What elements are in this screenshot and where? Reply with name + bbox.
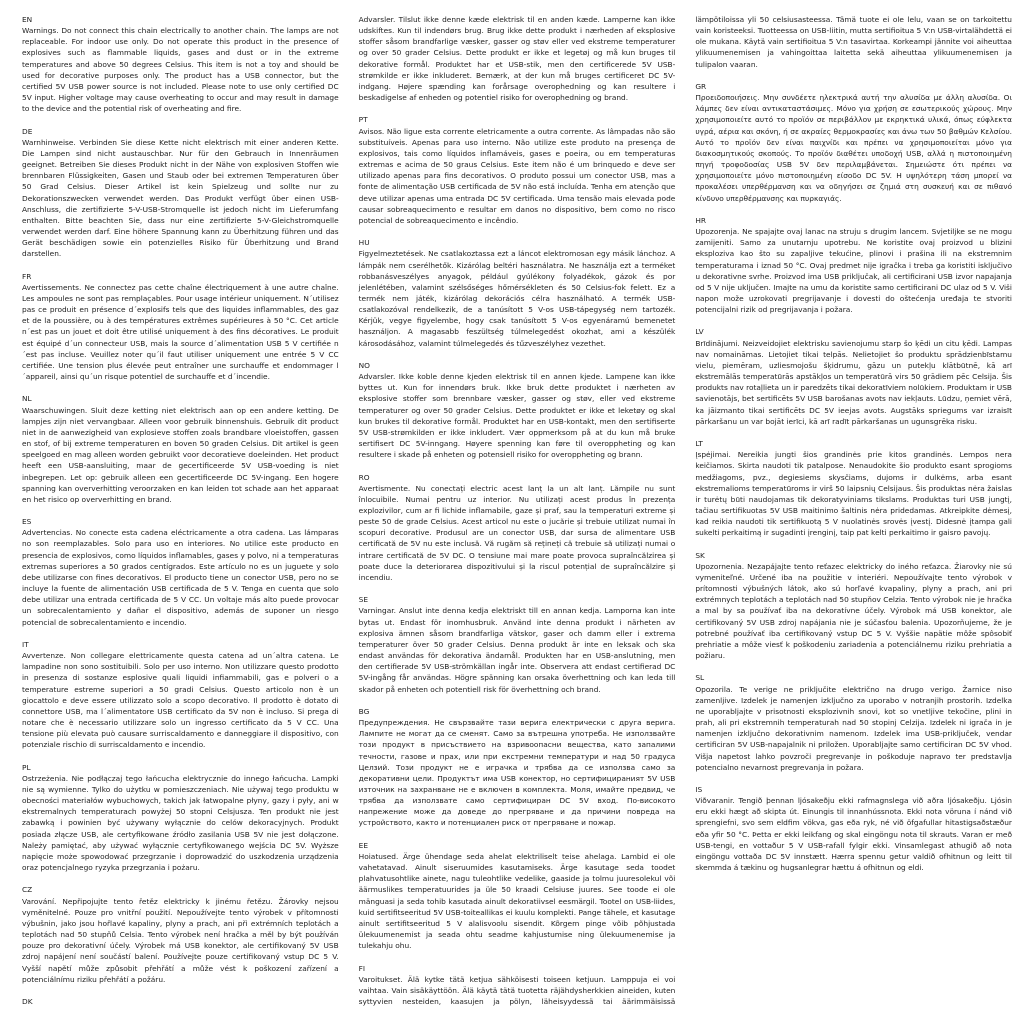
warning-text: Varování. Nepřipojujte tento řetěz elektricky k jinému řetězu. Žárovky nejsou vyměnitelné. Pouze pro vnitřní použití. Nepoužívejte tento výrobek v přítomnosti výbušnin, jako jsou hořlavé kapaliny, plyny a prach, ani při extrémních teplotách a teplotách nad 50 stupňů Celsia. Tento výrobek není hračka a měl by být používán pouze pro dekorativní účely. Výrobek má USB konektor, ale certifikovaný 5V USB zdroj napájení není součástí balení. Používejte pouze certifikovaný vstup DC 5 V. Vyšší napětí může způsobit přehřátí a může vést k poškození zařízení a potenciálnímu riziku přehřátí a požáru. xyxy=(22,896,339,984)
language-code: CZ xyxy=(22,885,33,895)
language-code: SL xyxy=(695,673,705,683)
section-ee xyxy=(359,840,676,952)
section-pt xyxy=(359,114,676,226)
warning-text: Upozornenia. Nezapájajte tento reťazec elektricky do iného reťazca. Žiarovky nie sú vymeniteľné. Určené iba na použitie v interiéri. Nepoužívajte tento výrobok v prítomnosti výbušných látok, ako sú horľavé kvapaliny, plyny a prach, ani pri extrémnych teplotách a teplotách nad 50 stupňov Celzia. Tento výrobok nie je hračka a mal by sa používať iba na dekoratívne účely. Výrobok má USB konektor, ale certifikovaný 5V USB zdroj napájania nie je súčasťou balenia. Upozorňujeme, že je potrebné používať iba certifikovaný vstup DC 5 V. Vyššie napätie môže spôsobiť prehriatie a môže viesť k poškodeniu zariadenia a potenciálnemu riziku prehriatia a požiaru. xyxy=(695,561,1012,661)
section-lv xyxy=(695,326,1012,426)
language-code: NL xyxy=(22,394,32,404)
language-code: PT xyxy=(358,115,368,125)
section-es xyxy=(22,516,339,628)
warning-text: Advarsler. Tilslut ikke denne kæde elektrisk til en anden kæde. Lamperne kan ikke udskiftes. Kun til indendørs brug. Brug ikke dette produkt i nærheden af eksplosive stoffer såsom brandfarlige væsker, gasser og støv eller ved ekstreme temperaturer og over 50 grader Celsius. Dette produkt er ikke et legetøj og må kun bruges til dekorative formål. Produktet har et USB-stik, men den certificerede 5V USB-strømkilde er ikke inkluderet. Bemærk, at der kun må bruges certificeret DC 5V-indgang. Højere spænding kan forårsage overophedning og kan resultere i beskadigelse af enheden og potentiel risiko for overophedning og brand. xyxy=(358,15,676,103)
section-no xyxy=(359,360,676,460)
language-code: SK xyxy=(695,550,705,560)
warning-text: Brīdinājumi. Neizveidojiet elektrisku savienojumu starp šo ķēdi un citu ķēdi. Lampas nav nomaināmas. Lietojiet tikai telpās. Nelietojiet šo produktu sprādzienbīstamu vielu, piemēram, uzliesmojošu šķidrumu, gāzu un putekļu klātbūtnē, kā arī ekstremālās temperatūrās apstākļos un temperatūrā virs 50 grādiem pēc Celsija. Šis produkts nav rotaļlieta un ir paredzēts tikai dekoratīviem nolūkiem. Produktam ir USB savienotājs, bet sertificēts 5V USB barošanas avots nav iekļauts. Lūdzu, ņemiet vērā, ka jāizmanto tikai sertificēts DC 5V ieejas avots. Augstāks spriegums var izraisīt pārkaršanu un var bojāt ierīci, kā arī radīt pārkaršanas un ugunsgrēka risku. xyxy=(695,338,1012,426)
language-code: ES xyxy=(22,517,32,527)
language-code: EN xyxy=(22,15,33,24)
language-code: DE xyxy=(22,126,33,136)
language-code: PL xyxy=(22,762,31,772)
warning-text: Avvertenze. Non collegare elettricamente questa catena ad un´altra catena. Le lampadine non sono sostituibili. Solo per uso interno. Non utilizzare questo prodotto in presenza di sostanze esplosive quali liquidi infiammabili, gas e polveri o a temperature estreme superiori a 50 gradi Celsius. Questo articolo non è un giocattolo e deve essere utilizzato solo a scopo decorativo. Il prodotto è dotato di connettore USB, ma l´alimentatore USB certificato da 5V non è incluso. Si prega di notare che è necessario utilizzare solo un ingresso certificato da 5 V CC. Una tensione più elevata può causare surriscaldamento e danneggiare il dispositivo, con potenziale rischio di surriscaldamento e incendio. xyxy=(22,651,339,750)
warning-text: Waarschuwingen. Sluit deze ketting niet elektrisch aan op een andere ketting. De lampjes zijn niet vervangbaar. Alleen voor gebruik binnenshuis. Gebruik dit product niet in de aanwezigheid van explosieve stoffen zoals brandbare vloeistoffen, gassen en stof, of bij extreme temperaturen en boven 50 graden Celsius. Dit artikel is geen speelgoed en mag alleen worden gebruikt voor decoratieve doeleinden. Het product heeft een USB-aansluiting, maar de gecertificeerde 5V USB-voeding is niet inbegrepen. Let op: gebruik alleen een gecertificeerde DC 5V-ingang. Een hogere spanning kan oververhitting veroorzaken en kan leiden tot schade aan het apparaat en het risico op oververhitting en brand. xyxy=(22,405,339,504)
warning-text-columns xyxy=(22,14,1012,1018)
language-code: FI xyxy=(358,963,366,973)
warning-text: Advertencias. No conecte esta cadena eléctricamente a otra cadena. Las lámparas no son reemplazables. Solo para uso en interiores. No utilice este producto en presencia de explosivos, como líquidos inflamables, gases y polvo, ni a temperaturas extremas superiores a 50 grados centígrados. Este artículo no es un juguete y solo debe utilizarse con fines decorativos. El producto tiene un conector USB, pero no se incluye la fuente de alimentación USB certificada de 5 V. Tenga en cuenta que solo debe utilizar una entrada certificada de 5 V CC. Un voltaje más alto puede provocar un sobrecalentamiento y dañar el dispositivo, además de suponer un riesgo potencial de sobrecalentamiento e incendio. xyxy=(22,528,339,627)
section-sk xyxy=(695,550,1012,662)
language-code: RO xyxy=(358,472,370,482)
language-code: GR xyxy=(695,81,707,91)
warning-text: Avertismente. Nu conectați electric acest lanț la un alt lanț. Lămpile nu sunt înlocuibile. Numai pentru uz interior. Nu utilizați acest produs în prezența explozivilor, cum ar fi lichide inflamabile, gaze și praf, sau la temperaturi extreme și peste 50 de grade Celsius. Acest articol nu este o jucărie și trebuie utilizat numai în scopuri decorative. Produsul are un conector USB, dar sursa de alimentare USB certificată de 5V nu este inclusă. Vă rugăm să rețineți că trebuie să utilizați numai o intrare certificată de 5V DC. O tensiune mai mare poate provoca supraîncălzirea și poate duce la deteriorarea dispozitivului și la riscul potențial de supraîncălzire și incendiu. xyxy=(358,483,676,582)
warning-text: Avisos. Não ligue esta corrente eletricamente a outra corrente. As lâmpadas não são substituíveis. Apenas para uso interno. Não utilize este produto na presença de explosivos, tais como líquidos inflamáveis, gases e poeira, ou em temperaturas extremas e acima de 50 graus Celsius. Este item não é um brinquedo e deve ser utilizado apenas para fins decorativos. O produto possui um conector USB, mas a fonte de alimentação USB certificada de 5V não está incluída. Tenha em atenção que deve utilizar apenas uma entrada DC 5V certificada. Uma tensão mais elevada pode causar sobreaquecimento e resultar em danos no dispositivo, bem como no risco potencial de sobreaquecimento e incêndio. xyxy=(358,126,676,225)
language-code: BG xyxy=(358,706,370,716)
warning-text: Ostrzeżenia. Nie podłączaj tego łańcucha elektrycznie do innego łańcucha. Lampki nie są wymienne. Tylko do użytku w pomieszczeniach. Nie używaj tego produktu w obecności materiałów wybuchowych, takich jak łatwopalne płyny, gazy i pyły, ani w ekstremalnych temperaturach powyżej 50 stopni Celsjusza. Ten produkt nie jest zabawką i powinien być używany wyłącznie do celów dekoracyjnych. Produkt posiada złącze USB, ale certyfikowane źródło zasilania USB 5V nie jest dołączone. Należy pamiętać, aby używać wyłącznie certyfikowanego wejścia DC 5V. Wyższe napięcie może spowodować przegrzanie i doprowadzić do uszkodzenia urządzenia oraz potencjalnego ryzyka przegrzania i pożaru. xyxy=(22,773,339,873)
language-code: IS xyxy=(695,785,703,794)
warning-text: Προειδοποιήσεις. Μην συνδέετε ηλεκτρικά αυτή την αλυσίδα με άλλη αλυσίδα. Οι λάμπες δεν είναι αντικαταστάσιμες. Μόνο για χρήση σε εσωτερικούς χώρους. Μην χρησιμοποιείτε αυτό το προϊόν σε περιβάλλον με εκρηκτικά υλικά, όπως εύφλεκτα υγρά, αέρια και σκόνη, ή σε ακραίες θερμοκρασίες και άνω των 50 βαθμών Κελσίου. Αυτό το προϊόν δεν είναι παιχνίδι και πρέπει να χρησιμοποιείται μόνο για διακοσμητικούς σκοπούς. Το προϊόν διαθέτει υποδοχή USB, αλλά η πιστοποιημένη πηγή τροφοδοσίας USB 5V δεν περιλαμβάνεται. Σημειώστε ότι πρέπει να χρησιμοποιείτε μόνο πιστοποιημένη είσοδο DC 5V. Η υψηλότερη τάση μπορεί να προκαλέσει υπερθέρμανση και να οδηγήσει σε ζημιά στη συσκευή και σε πιθανό κίνδυνο υπερθέρμανσης και πυρκαγιάς. xyxy=(695,93,1012,203)
section-sl xyxy=(695,672,1012,772)
language-code: IT xyxy=(22,639,29,649)
section-ro xyxy=(359,472,676,584)
language-code: DK xyxy=(22,997,33,1006)
section-gr xyxy=(695,81,1012,204)
section-hr xyxy=(695,215,1012,315)
warning-text: Avertissements. Ne connectez pas cette chaîne électriquement à une autre chaîne. Les ampoules ne sont pas remplaçables. Pour usage intérieur uniquement. N´utilisez pas ce produit en présence d´explosifs tels que des liquides inflammables, des gaz et de la poussière, ou à des températures extrêmes supérieures à 50 °C. Cet article n´est pas un jouet et doit être utilisé uniquement à des fins décoratives. Le produit est équipé d´un connecteur USB, mais la source d´alimentation USB 5 V certifiée n´est pas incluse. Veuillez noter qu´il faut utiliser uniquement une entrée 5 V CC certifiée. Une tension plus élevée peut entraîner une surchauffe et endommager l´appareil, ainsi qu´un risque potentiel de surchauffe et d´incendie. xyxy=(22,282,339,382)
section-se xyxy=(359,594,676,694)
language-code: SE xyxy=(358,595,369,605)
language-code: LT xyxy=(695,439,703,449)
warning-text: Varoitukset. Älä kytke tätä ketjua sähköisesti toiseen ketjuun. Lamppuja ei voi vaihtaa. Vain sisäkäyttöön. Älä käytä tätä tuotetta räjähdysherkkien aineiden, kuten syttyvien nesteiden, kaasujen ja pölyn, läheisyydessä tai äärimmäisissä lämpötiloissa yli 50 celsiusasteessa. Tämä tuote ei ole lelu, vaan se on tarkoitettu vain koristeeksi. Tuotteessa on USB-liitin, mutta sertifioitua 5 V:n USB-virtalähdettä ei ole mukana. Käytä vain sertifioitua 5 V:n tasavirtaa. Korkeampi jännite voi aiheuttaa ylikuumenemisen ja vahingoittaa laitetta sekä aiheuttaa ylikuumenemisen ja tulipalon vaaran. xyxy=(358,15,1012,1006)
language-code: LV xyxy=(695,327,704,337)
section-it xyxy=(22,639,339,751)
section-nl xyxy=(22,393,339,505)
section-en xyxy=(22,14,339,114)
section-cz xyxy=(22,884,339,984)
language-code: HR xyxy=(695,215,707,225)
warning-text: Varningar. Anslut inte denna kedja elektriskt till en annan kedja. Lamporna kan inte bytas ut. Endast för inomhusbruk. Använd inte denna produkt i närheten av explosiva ämnen såsom brandfarliga vätskor, gaser och damm eller i extrema temperaturer över 50 grader Celsius. Denna produkt är inte en leksak och ska endast användas för dekorativa ändamål. Produkten har en USB-anslutning, men den certifierade 5V USB-strömkällan ingår inte. Observera att endast certifierad DC 5V-ingång får användas. Högre spänning kan orsaka överhettning och kan leda till skador på enheten och potentiell risk för överhettning och brand. xyxy=(358,606,676,694)
warning-text: Warnings. Do not connect this chain electrically to another chain. The lamps are not replaceable. For indoor use only. Do not operate this product in the presence of explosives such as flammable liquids, gases and dust or in the extreme temperatures and above 50 degrees Celsius. This item is not a toy and should be used for decorative purposes only. The product has a USB connector, but the certified 5V USB power source is not included. Please note to use only certified DC 5V input. Higher voltage may cause overheating to occur and may result in damage to the device and the potential risk of overheating and fire. xyxy=(22,26,339,114)
warning-text: Figyelmeztetések. Ne csatlakoztassa ezt a láncot elektromosan egy másik lánchoz. A lámpák nem cserélhetők. Kizárólag beltéri használatra. Ne használja ezt a terméket robbanásveszélyes anyagok, például gyúlékony folyadékok, gázok és por jelenlétében, valamint szélsőséges hőmérsékleten és 50 Celsius-fok felett. Ez a termék nem játék, kizárólag dekorációs célra használható. A termék USB-csatlakozóval rendelkezik, de a tanúsított 5 V-os USB-tápegység nem tartozék. Kérjük, vegye figyelembe, hogy csak tanúsított 5 V-os egyenáramú bemenetet használjon. A magasabb feszültség túlmelegedést okozhat, ami a készülék károsodásához, valamint túlmelegedés és tűzveszélyhez vezethet. xyxy=(358,249,676,348)
warning-text: Предупреждения. Не свързвайте тази верига електрически с друга верига. Лампите не могат да се сменят. Само за вътрешна употреба. Не използвайте този продукт в присъствието на взривоопасни вещества, като запалими течности, газове и прах, или при екстремни температури и над 50 градуса Целзий. Този продукт не е играчка и трябва да се използва само за декоративни цели. Продуктът има USB конектор, но сертифицираният 5V USB източник на захранване не е включен в комплекта. Моля, имайте предвид, че трябва да използвате само сертифициран DC 5V вход. По-високото напрежение може да доведе до прегряване и да причини повреда на устройството, както и потенциален риск от прегряване и пожар. xyxy=(358,718,676,828)
section-lt xyxy=(695,438,1012,538)
language-code: EE xyxy=(358,840,368,850)
language-code: FR xyxy=(22,271,32,281)
warning-text: Viðvaranir. Tengið þennan ljósakeðju ekki rafmagnslega við aðra ljósakeðju. Ljósin eru ekki hægt að skipta út. Einungis til innanhússnota. Ekki nota vöruna í nánd við sprengiefni, svo sem eldfim vökva, gas eða ryk, né við öfgafullar hitastigsaðstæður eða yfir 50 °C. Þetta er ekki leikfang og skal eingöngu nota til skrauts. Varan er með USB-tengi, en vottaður 5 V USB-rafall fylgir ekki. Vinsamlegast athugið að nota eingöngu vottaða DC 5V innstætt. Hærra spennu getur valdið ofhitnun og leitt til skemmda á tækinu og hugsanlegrar hættu á ofhitnun og eldi. xyxy=(695,796,1012,873)
section-pl xyxy=(22,762,339,874)
section-hu xyxy=(359,237,676,349)
section-fr xyxy=(22,271,339,383)
warning-text: Opozorila. Te verige ne priključite električno na drugo verigo. Žarnice niso zamenljive. Izdelek je namenjen izključno za uporabo v notranjih prostorih. Izdelka ne uporabljajte v prisotnosti eksplozivnih snovi, kot so vnetljive tekočine, plini in prah, ali pri ekstremnih temperaturah nad 50 stopinj Celzija. Izdelek ni igrača in je namenjen izključno dekorativnim namenom. Izdelek ima USB-priključek, vendar certificiran 5V USB-napajalnik ni priložen. Uporabljajte samo certificiran DC 5V vhod. Višja napetost lahko povzroči pregrevanje in poškoduje napravo ter predstavlja potencialno nevarnost pregrevanja in požara. xyxy=(695,684,1012,772)
warning-text: Upozorenja. Ne spajajte ovaj lanac na struju s drugim lancem. Svjetiljke se ne mogu zamijeniti. Samo za unutarnju upotrebu. Ne koristite ovaj proizvod u blizini eksploziva kao što su zapaljive tekućine, plinovi i prašina ili na ekstremnim temperaturama i iznad 50 °C. Ovaj predmet nije igračka i treba ga koristiti isključivo u dekorativne svrhe. Proizvod ima USB priključak, ali certificirani USB izvor napajanja od 5 V nije uključen. Imajte na umu da koristite samo certificirani DC ulaz od 5 V. Viši napon može uzrokovati pregrijavanje i dovesti do oštećenja uređaja te stvoriti potencijalni rizik od pregrijavanja i požara. xyxy=(695,227,1012,315)
section-bg xyxy=(359,706,676,829)
warning-text: Warnhinweise. Verbinden Sie diese Kette nicht elektrisch mit einer anderen Kette. Die Lampen sind nicht austauschbar. Nur für den Gebrauch in Innenräumen geeignet. Betreiben Sie dieses Produkt nicht in der Nähe von explosiven Stoffen wie brennbaren Flüssigkeiten, Gasen und Staub oder bei extremen Temperaturen über 50 Grad Celsius. Dieser Artikel ist kein Spielzeug und sollte nur zu Dekorationszwecken verwendet werden. Das Produkt verfügt über einen USB-Anschluss, die zertifizierte 5-V-USB-Stromquelle ist jedoch nicht im Lieferumfang enthalten. Bitte beachten Sie, dass nur eine zertifizierte 5-V-Gleichstromquelle verwendet werden darf. Eine höhere Spannung kann zu Überhitzung führen und das Gerät beschädigen sowie ein potenzielles Risiko für Überhitzung und Brand darstellen. xyxy=(22,137,339,259)
section-de xyxy=(22,126,339,260)
warning-text: Advarsler. Ikke koble denne kjeden elektrisk til en annen kjede. Lampene kan ikke byttes ut. Kun for innendørs bruk. Ikke bruk dette produktet i nærheten av eksplosive stoffer som brennbare væsker, gasser og støv, eller ved ekstreme temperaturer og over 50 grader Celsius. Dette produktet er ikke et leketøy og skal kun brukes til dekorative formål. Produktet har en USB-kontakt, men den sertifiserte 5V USB-strømkilden er ikke inkludert. Vær oppmerksom på at du kun må bruke sertifisert DC 5V-inngang. Høyere spenning kan føre til overoppheting og kan resultere i skade på enheten og potensiell risiko for overoppheting og brann. xyxy=(358,372,676,460)
language-code: NO xyxy=(358,360,371,370)
warning-text: Hoiatused. Ärge ühendage seda ahelat elektriliselt teise ahelaga. Lambid ei ole vahetatavad. Ainult siseruumides kasutamiseks. Ärge kasutage seda toodet plahvatusohtlike ainete, nagu tuleohtlike vedelike, gaaside ja tolmu juuresolekul või äärmuslikes temperatuurides ja üle 50 kraadi Celsiuse juures. See toode ei ole mänguasi ja seda tohib kasutada ainult dekoratiivsel eesmärgil. Tootel on USB-liides, kuid sertifitseeritud 5V USB-toiteallikas ei kuulu komplekti. Pange tähele, et kasutage ainult sertifitseeritud 5 V alalisvoolu sisendit. Kõrgem pinge võib põhjustada ülekuumenemist ja seada ohtu seadme kahjustumise ning ülekuumenemise ja tulekahju ohu. xyxy=(358,851,676,951)
language-code: HU xyxy=(358,238,370,248)
section-is xyxy=(695,784,1012,873)
warning-text: Įspėjimai. Nereikia jungti šios grandinės prie kitos grandinės. Lempos nera keičiamos. Skirta naudoti tik patalpose. Nenaudokite šio produkto esant sprogioms medžiagoms, pvz., degiesiems skysčiams, dujoms ir dulkėms, arba esant ekstremalioms temperatūroms ir virš 50 laipsnių Celsijaus. Šis produktas nėra žaislas ir turėtų būti naudojamas tik dekoratyviniams tikslams. Produktas turi USB jungtį, tačiau sertifikuotas 5V USB maitinimo šaltinis nėra pridedamas. Atkreipkite dėmesį, kad reikia naudoti tik sertifikuotą 5 V nuolatinės srovės įvestį. Didesnė įtampa gali sukelti perkaitimą ir sugadinti įrenginį, taip pat kelti perkaitimo ir gaisro pavojų. xyxy=(695,450,1012,538)
